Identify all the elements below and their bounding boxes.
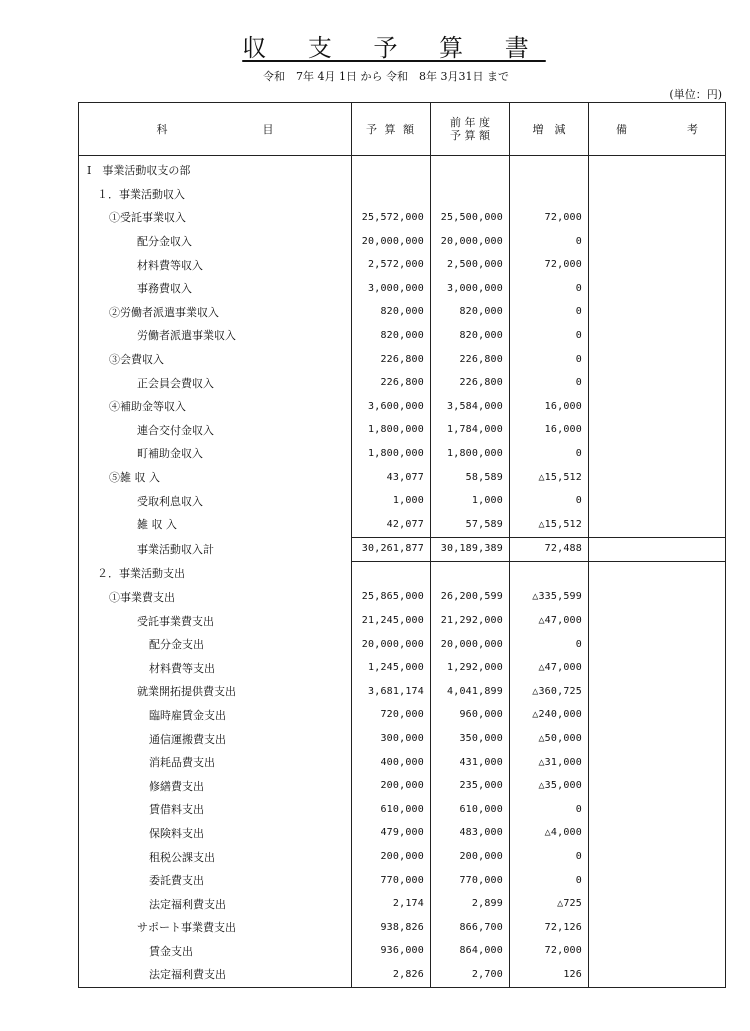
row-change: △15,512 bbox=[510, 513, 589, 537]
row-budget bbox=[352, 562, 431, 586]
row-change: 0 bbox=[510, 798, 589, 822]
row-remarks bbox=[589, 586, 726, 610]
row-remarks bbox=[589, 680, 726, 704]
row-remarks bbox=[589, 798, 726, 822]
row-budget: 20,000,000 bbox=[352, 230, 431, 254]
table-row bbox=[79, 513, 726, 537]
row-prev-budget: 483,000 bbox=[431, 822, 510, 846]
row-remarks bbox=[589, 442, 726, 466]
row-prev-budget bbox=[431, 156, 510, 183]
table-row bbox=[79, 869, 726, 893]
table-row bbox=[79, 845, 726, 869]
row-budget: 43,077 bbox=[352, 466, 431, 490]
row-label: 臨時雇賃金支出 bbox=[79, 704, 352, 728]
budget-period: 令和 7年 4月 1日 から 令和 8年 3月31日 まで bbox=[263, 70, 509, 83]
row-prev-budget: 235,000 bbox=[431, 774, 510, 798]
row-remarks bbox=[589, 656, 726, 680]
row-label: 連合交付金収入 bbox=[79, 419, 352, 443]
table-row bbox=[79, 774, 726, 798]
row-prev-budget: 2,700 bbox=[431, 963, 510, 987]
row-change: △50,000 bbox=[510, 727, 589, 751]
row-remarks bbox=[589, 253, 726, 277]
row-remarks bbox=[589, 774, 726, 798]
row-budget: 720,000 bbox=[352, 704, 431, 728]
row-prev-budget: 226,800 bbox=[431, 371, 510, 395]
row-label: 町補助金収入 bbox=[79, 442, 352, 466]
header-prev-budget-line2: 予 算 額 bbox=[450, 129, 490, 142]
row-budget: 2,174 bbox=[352, 892, 431, 916]
row-label: 雑 収 入 bbox=[79, 513, 352, 537]
row-remarks bbox=[589, 156, 726, 183]
row-remarks bbox=[589, 727, 726, 751]
row-change: △360,725 bbox=[510, 680, 589, 704]
table-row bbox=[79, 940, 726, 964]
table-row bbox=[79, 324, 726, 348]
row-label: 事業活動収入計 bbox=[79, 537, 352, 562]
row-label: 通信運搬費支出 bbox=[79, 727, 352, 751]
table-row bbox=[79, 609, 726, 633]
row-change bbox=[510, 183, 589, 207]
document-title: 収 支 予 算 書 bbox=[242, 34, 546, 62]
row-change: 16,000 bbox=[510, 419, 589, 443]
row-remarks bbox=[589, 206, 726, 230]
table-row bbox=[79, 562, 726, 586]
row-budget: 936,000 bbox=[352, 940, 431, 964]
row-label: 材料費等収入 bbox=[79, 253, 352, 277]
row-change: 0 bbox=[510, 633, 589, 657]
row-label: 材料費等支出 bbox=[79, 656, 352, 680]
row-remarks bbox=[589, 869, 726, 893]
row-label: 法定福利費支出 bbox=[79, 963, 352, 987]
row-prev-budget: 20,000,000 bbox=[431, 230, 510, 254]
table-row bbox=[79, 371, 726, 395]
row-change: 0 bbox=[510, 489, 589, 513]
row-prev-budget bbox=[431, 562, 510, 586]
row-budget: 25,572,000 bbox=[352, 206, 431, 230]
row-budget: 3,600,000 bbox=[352, 395, 431, 419]
row-label: ①受託事業収入 bbox=[79, 206, 352, 230]
table-row bbox=[79, 348, 726, 372]
table-row bbox=[79, 230, 726, 254]
row-remarks bbox=[589, 562, 726, 586]
header-prev-budget bbox=[431, 103, 510, 156]
row-remarks bbox=[589, 371, 726, 395]
table-row bbox=[79, 586, 726, 610]
row-prev-budget: 960,000 bbox=[431, 704, 510, 728]
header-account-item-part1: 科 bbox=[156, 122, 168, 136]
row-label: 賃金支出 bbox=[79, 940, 352, 964]
table-row bbox=[79, 156, 726, 183]
header-remarks-part1: 備 bbox=[616, 122, 627, 136]
row-label: 労働者派遣事業収入 bbox=[79, 324, 352, 348]
row-remarks bbox=[589, 916, 726, 940]
table-row bbox=[79, 466, 726, 490]
row-budget: 226,800 bbox=[352, 348, 431, 372]
row-budget: 300,000 bbox=[352, 727, 431, 751]
header-prev-budget-line1: 前 年 度 bbox=[450, 116, 490, 129]
row-prev-budget: 350,000 bbox=[431, 727, 510, 751]
row-prev-budget: 20,000,000 bbox=[431, 633, 510, 657]
row-label: 配分金支出 bbox=[79, 633, 352, 657]
row-remarks bbox=[589, 230, 726, 254]
row-change: 72,000 bbox=[510, 206, 589, 230]
table-row bbox=[79, 727, 726, 751]
row-change: 0 bbox=[510, 442, 589, 466]
row-prev-budget: 26,200,599 bbox=[431, 586, 510, 610]
row-remarks bbox=[589, 704, 726, 728]
row-remarks bbox=[589, 513, 726, 537]
table-row bbox=[79, 633, 726, 657]
row-prev-budget: 770,000 bbox=[431, 869, 510, 893]
row-budget: 1,245,000 bbox=[352, 656, 431, 680]
row-label: ２．事業活動支出 bbox=[79, 562, 352, 586]
row-label: 就業開拓提供費支出 bbox=[79, 680, 352, 704]
row-remarks bbox=[589, 419, 726, 443]
row-prev-budget: 820,000 bbox=[431, 301, 510, 325]
row-budget: 479,000 bbox=[352, 822, 431, 846]
row-prev-budget: 1,800,000 bbox=[431, 442, 510, 466]
row-prev-budget: 431,000 bbox=[431, 751, 510, 775]
row-label: 委託費支出 bbox=[79, 869, 352, 893]
row-budget: 30,261,877 bbox=[352, 537, 431, 562]
row-change: 0 bbox=[510, 230, 589, 254]
table-row bbox=[79, 395, 726, 419]
row-prev-budget: 25,500,000 bbox=[431, 206, 510, 230]
row-prev-budget: 3,584,000 bbox=[431, 395, 510, 419]
table-row bbox=[79, 489, 726, 513]
row-label: 受託事業費支出 bbox=[79, 609, 352, 633]
row-label: ②労働者派遣事業収入 bbox=[79, 301, 352, 325]
row-budget: 938,826 bbox=[352, 916, 431, 940]
row-change: △47,000 bbox=[510, 609, 589, 633]
table-row bbox=[79, 680, 726, 704]
row-budget: 20,000,000 bbox=[352, 633, 431, 657]
row-remarks bbox=[589, 183, 726, 207]
row-remarks bbox=[589, 395, 726, 419]
table-row bbox=[79, 704, 726, 728]
row-remarks bbox=[589, 324, 726, 348]
row-label: ④補助金等収入 bbox=[79, 395, 352, 419]
row-budget: 770,000 bbox=[352, 869, 431, 893]
row-change: 72,000 bbox=[510, 940, 589, 964]
table-row bbox=[79, 963, 726, 987]
row-change: 0 bbox=[510, 301, 589, 325]
row-label: 正会員会費収入 bbox=[79, 371, 352, 395]
row-change: 0 bbox=[510, 277, 589, 301]
row-change: 126 bbox=[510, 963, 589, 987]
table-row bbox=[79, 253, 726, 277]
row-prev-budget: 2,500,000 bbox=[431, 253, 510, 277]
row-change: △335,599 bbox=[510, 586, 589, 610]
row-budget: 3,000,000 bbox=[352, 277, 431, 301]
row-change: △35,000 bbox=[510, 774, 589, 798]
table-row bbox=[79, 277, 726, 301]
row-prev-budget: 3,000,000 bbox=[431, 277, 510, 301]
table-row bbox=[79, 442, 726, 466]
row-change: 0 bbox=[510, 371, 589, 395]
row-change: 0 bbox=[510, 324, 589, 348]
table-row bbox=[79, 798, 726, 822]
row-remarks bbox=[589, 751, 726, 775]
row-label: 消耗品費支出 bbox=[79, 751, 352, 775]
row-budget: 200,000 bbox=[352, 774, 431, 798]
row-remarks bbox=[589, 301, 726, 325]
row-budget: 2,572,000 bbox=[352, 253, 431, 277]
row-label: ⑤雑 収 入 bbox=[79, 466, 352, 490]
row-label: 事務費収入 bbox=[79, 277, 352, 301]
row-prev-budget: 866,700 bbox=[431, 916, 510, 940]
row-label: ③会費収入 bbox=[79, 348, 352, 372]
row-label: 法定福利費支出 bbox=[79, 892, 352, 916]
row-label: Ⅰ 事業活動収支の部 bbox=[79, 156, 352, 183]
row-remarks bbox=[589, 822, 726, 846]
row-change bbox=[510, 156, 589, 183]
table-row bbox=[79, 183, 726, 207]
row-budget: 820,000 bbox=[352, 301, 431, 325]
row-prev-budget: 610,000 bbox=[431, 798, 510, 822]
row-change: 72,126 bbox=[510, 916, 589, 940]
row-budget: 1,800,000 bbox=[352, 419, 431, 443]
header-account-item-part2: 目 bbox=[262, 122, 274, 136]
row-label: 賃借料支出 bbox=[79, 798, 352, 822]
row-prev-budget: 57,589 bbox=[431, 513, 510, 537]
row-change: 0 bbox=[510, 845, 589, 869]
table-row bbox=[79, 206, 726, 230]
row-budget bbox=[352, 156, 431, 183]
header-remarks-part2: 考 bbox=[687, 122, 698, 136]
header-change: 増 減 bbox=[510, 103, 589, 156]
row-budget: 25,865,000 bbox=[352, 586, 431, 610]
row-change: 72,000 bbox=[510, 253, 589, 277]
row-remarks bbox=[589, 609, 726, 633]
row-prev-budget: 226,800 bbox=[431, 348, 510, 372]
row-label: １．事業活動収入 bbox=[79, 183, 352, 207]
row-budget: 42,077 bbox=[352, 513, 431, 537]
row-remarks bbox=[589, 537, 726, 562]
row-budget: 820,000 bbox=[352, 324, 431, 348]
row-change: 72,488 bbox=[510, 537, 589, 562]
row-label: 受取利息収入 bbox=[79, 489, 352, 513]
row-remarks bbox=[589, 277, 726, 301]
row-remarks bbox=[589, 963, 726, 987]
row-prev-budget: 21,292,000 bbox=[431, 609, 510, 633]
row-prev-budget bbox=[431, 183, 510, 207]
row-budget: 21,245,000 bbox=[352, 609, 431, 633]
row-prev-budget: 864,000 bbox=[431, 940, 510, 964]
row-prev-budget: 2,899 bbox=[431, 892, 510, 916]
row-prev-budget: 200,000 bbox=[431, 845, 510, 869]
row-prev-budget: 1,000 bbox=[431, 489, 510, 513]
currency-unit: (単位：円) bbox=[669, 88, 722, 101]
header-remarks bbox=[589, 103, 726, 156]
row-prev-budget: 1,784,000 bbox=[431, 419, 510, 443]
row-remarks bbox=[589, 489, 726, 513]
row-label: サポート事業費支出 bbox=[79, 916, 352, 940]
row-change: 16,000 bbox=[510, 395, 589, 419]
row-prev-budget: 30,189,389 bbox=[431, 537, 510, 562]
row-change bbox=[510, 562, 589, 586]
row-change: △31,000 bbox=[510, 751, 589, 775]
header-account-item bbox=[79, 103, 352, 156]
table-row bbox=[79, 656, 726, 680]
row-remarks bbox=[589, 845, 726, 869]
row-prev-budget: 58,589 bbox=[431, 466, 510, 490]
table-row bbox=[79, 822, 726, 846]
row-change: △47,000 bbox=[510, 656, 589, 680]
row-budget: 400,000 bbox=[352, 751, 431, 775]
row-remarks bbox=[589, 892, 726, 916]
row-budget: 200,000 bbox=[352, 845, 431, 869]
row-change: △240,000 bbox=[510, 704, 589, 728]
row-remarks bbox=[589, 940, 726, 964]
row-change: 0 bbox=[510, 869, 589, 893]
row-budget: 1,000 bbox=[352, 489, 431, 513]
row-budget: 226,800 bbox=[352, 371, 431, 395]
budget-table bbox=[78, 102, 726, 988]
row-budget: 2,826 bbox=[352, 963, 431, 987]
header-budget: 予 算 額 bbox=[352, 103, 431, 156]
row-prev-budget: 4,041,899 bbox=[431, 680, 510, 704]
table-row bbox=[79, 419, 726, 443]
row-label: 保険料支出 bbox=[79, 822, 352, 846]
row-remarks bbox=[589, 348, 726, 372]
table-header bbox=[79, 103, 726, 156]
row-budget: 3,681,174 bbox=[352, 680, 431, 704]
row-change: △15,512 bbox=[510, 466, 589, 490]
table-row bbox=[79, 916, 726, 940]
table-row bbox=[79, 751, 726, 775]
row-label: 配分金収入 bbox=[79, 230, 352, 254]
row-remarks bbox=[589, 466, 726, 490]
row-label: 修繕費支出 bbox=[79, 774, 352, 798]
table-row bbox=[79, 537, 726, 562]
row-prev-budget: 820,000 bbox=[431, 324, 510, 348]
row-prev-budget: 1,292,000 bbox=[431, 656, 510, 680]
row-budget: 610,000 bbox=[352, 798, 431, 822]
row-change: △725 bbox=[510, 892, 589, 916]
table-body bbox=[79, 156, 726, 988]
table-row bbox=[79, 892, 726, 916]
row-budget bbox=[352, 183, 431, 207]
table-row bbox=[79, 301, 726, 325]
row-label: 租税公課支出 bbox=[79, 845, 352, 869]
row-change: △4,000 bbox=[510, 822, 589, 846]
row-label: ①事業費支出 bbox=[79, 586, 352, 610]
row-budget: 1,800,000 bbox=[352, 442, 431, 466]
row-change: 0 bbox=[510, 348, 589, 372]
row-remarks bbox=[589, 633, 726, 657]
